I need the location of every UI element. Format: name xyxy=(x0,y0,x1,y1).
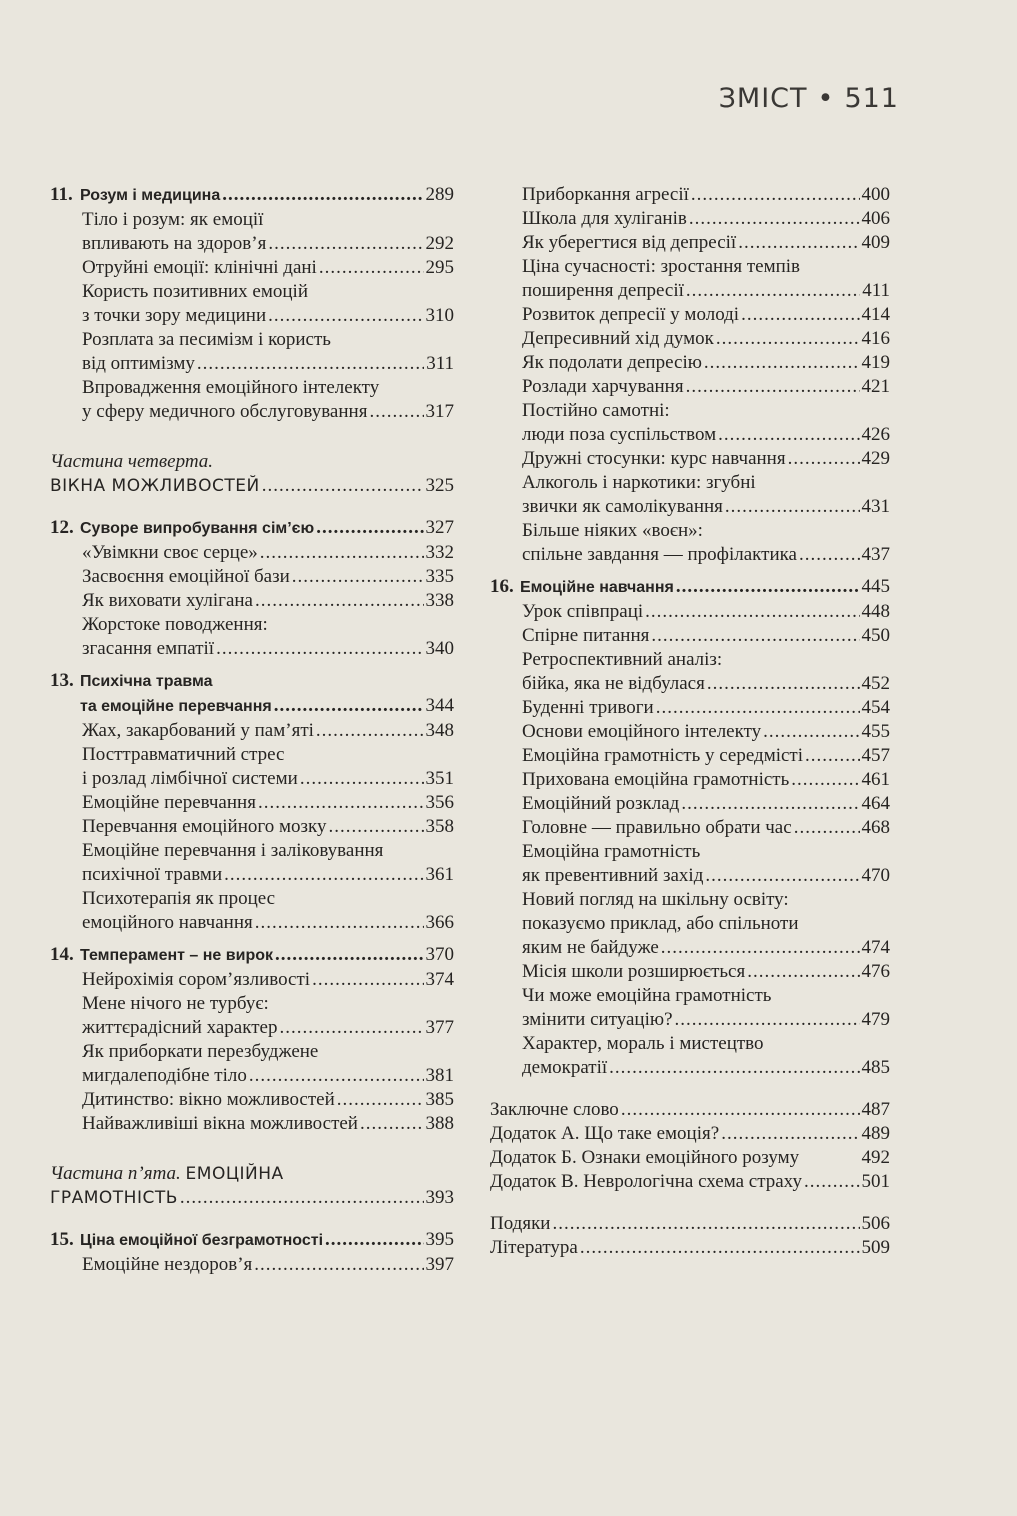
dot-leader xyxy=(686,279,860,303)
toc-entry-title: Розлади харчування xyxy=(522,376,684,397)
dot-leader xyxy=(691,183,860,207)
dot-leader xyxy=(718,423,859,447)
toc-entry xyxy=(50,1064,454,1088)
chapter-title: Емоційне навчання xyxy=(520,579,674,596)
toc-entry xyxy=(490,207,890,231)
dot-leader xyxy=(224,863,423,887)
toc-entry-title: Додаток Б. Ознаки емоційного розуму xyxy=(490,1147,800,1168)
dot-leader xyxy=(661,936,860,960)
chapter-number: 15. xyxy=(50,1229,74,1250)
toc-entry-page: 292 xyxy=(425,233,454,254)
toc-entry-line: Алкоголь і наркотики: згубні xyxy=(522,472,756,493)
toc-left-column xyxy=(50,183,454,1277)
toc-entry xyxy=(490,600,890,624)
toc-entry xyxy=(50,256,454,280)
toc-entry xyxy=(50,1016,454,1040)
spacer xyxy=(50,661,454,669)
toc-entry xyxy=(490,183,890,207)
chapter-page: 327 xyxy=(425,517,454,538)
toc-entry-page: 476 xyxy=(861,961,890,982)
toc-entry-title: Нейрохімія сором’язливості xyxy=(82,969,311,990)
toc-entry-page: 310 xyxy=(425,305,454,326)
chapter-title: Темперамент – не вирок xyxy=(80,947,273,964)
chapter-number: 16. xyxy=(490,576,514,597)
toc-entry-page: 351 xyxy=(425,768,454,789)
dot-leader xyxy=(763,720,859,744)
part-entry xyxy=(50,474,454,498)
toc-entry-page: 295 xyxy=(425,257,454,278)
chapter-page: 395 xyxy=(425,1229,454,1250)
toc-entry-page: 450 xyxy=(861,625,890,646)
toc-entry-title: як превентивний захід xyxy=(522,865,704,886)
chapter-title: Суворе випробування сім’єю xyxy=(80,520,315,537)
chapter-title: Психічна травма xyxy=(80,673,213,690)
part-label-text: Частина п’ята. xyxy=(50,1163,181,1184)
toc-entry-title: життєрадісний характер xyxy=(82,1017,278,1038)
toc-entry-page: 485 xyxy=(861,1057,890,1078)
toc-entry-title: бійка, яка не відбулася xyxy=(522,673,705,694)
chapter-entry xyxy=(50,183,454,208)
toc-entry-line: Чи може емоційна грамотність xyxy=(522,985,772,1006)
dot-leader xyxy=(292,565,424,589)
dot-leader xyxy=(621,1098,860,1122)
chapter-number: 12. xyxy=(50,517,74,538)
dot-leader xyxy=(689,207,860,231)
toc-entry-title: «Увімкни своє серце» xyxy=(82,542,258,563)
dot-leader xyxy=(268,304,423,328)
toc-entry xyxy=(50,637,454,661)
toc-entry-title: психічної травми xyxy=(82,864,223,885)
toc-entry-title: яким не байдуже xyxy=(522,937,659,958)
toc-entry-title: Як уберегтися від депресії xyxy=(522,232,737,253)
chapter-entry-cont xyxy=(50,694,454,719)
toc-entry-page: 461 xyxy=(861,769,890,790)
toc-entry-page: 429 xyxy=(861,448,890,469)
toc-entry-page: 338 xyxy=(425,590,454,611)
chapter-title: та емоційне перевчання xyxy=(80,698,272,715)
toc-entry-title: впливають на здоров’я xyxy=(82,233,267,254)
toc-entry-title: згасання емпатії xyxy=(82,638,215,659)
dot-leader xyxy=(794,816,860,840)
toc-entry-page: 348 xyxy=(425,720,454,741)
dot-leader xyxy=(316,719,424,743)
toc-entry-page: 501 xyxy=(861,1171,890,1192)
dot-leader xyxy=(300,767,424,791)
toc-entry xyxy=(490,375,890,399)
dot-leader xyxy=(805,744,859,768)
dot-leader xyxy=(725,495,860,519)
toc-entry-title: і розлад лімбічної системи xyxy=(82,768,298,789)
toc-entry-page: 411 xyxy=(862,280,890,301)
toc-entry-line: Як приборкати перезбуджене xyxy=(82,1041,319,1062)
toc-entry-page: 479 xyxy=(861,1009,890,1030)
toc-entry xyxy=(490,423,890,447)
toc-entry xyxy=(50,911,454,935)
toc-entry xyxy=(490,231,890,255)
toc-entry-line: Жорстоке поводження: xyxy=(82,614,268,635)
toc-entry xyxy=(490,1008,890,1032)
spacer xyxy=(50,498,454,516)
toc-entry-page: 356 xyxy=(425,792,454,813)
toc-entry-title: Основи емоційного інтелекту xyxy=(522,721,762,742)
toc-entry xyxy=(490,1236,890,1260)
toc-entry-line: Розплата за песимізм і користь xyxy=(82,329,331,350)
chapter-entry xyxy=(50,1228,454,1253)
toc-entry-title: Буденні тривоги xyxy=(522,697,654,718)
toc-entry-title: Емоційне нездоров’я xyxy=(82,1254,253,1275)
toc-entry-title: Найважливіші вікна можливостей xyxy=(82,1113,358,1134)
spacer xyxy=(50,1136,454,1162)
chapter-page: 289 xyxy=(425,184,454,205)
toc-entry-title: Урок співпраці xyxy=(522,601,644,622)
toc-entry-title: від оптимізму xyxy=(82,353,195,374)
toc-entry-title: люди поза суспільством xyxy=(522,424,717,445)
toc-entry-title: Спірне питання xyxy=(522,625,650,646)
dot-leader xyxy=(249,1064,424,1088)
dot-leader xyxy=(580,1236,860,1260)
spacer xyxy=(50,1210,454,1228)
toc-entry-title: поширення депресії xyxy=(522,280,684,301)
page-number: 511 xyxy=(844,83,899,114)
toc-entry-line: Тіло і розум: як емоції xyxy=(82,209,264,230)
spacer xyxy=(490,1194,890,1212)
toc-entry xyxy=(490,720,890,744)
toc-entry-page: 419 xyxy=(861,352,890,373)
toc-entry-title: Жах, закарбований у пам’яті xyxy=(82,720,314,741)
toc-entry xyxy=(490,672,890,696)
toc-entry xyxy=(50,1088,454,1112)
toc-entry-line: показуємо приклад, або спільноти xyxy=(522,913,799,934)
toc-entry-title: Додаток В. Неврологічна схема страху xyxy=(490,1171,802,1192)
toc-entry xyxy=(490,351,890,375)
toc-entry xyxy=(50,791,454,815)
toc-entry-line: Більше ніяких «воєн»: xyxy=(522,520,703,541)
dot-leader xyxy=(651,624,859,648)
toc-entry xyxy=(50,1253,454,1277)
toc-entry xyxy=(50,767,454,791)
part-label: Частина четверта. xyxy=(50,451,214,472)
toc-entry-line: Постійно самотні: xyxy=(522,400,670,421)
toc-entry-line: Новий погляд на шкільну освіту: xyxy=(522,889,789,910)
running-head-separator: • xyxy=(817,83,835,114)
dot-leader xyxy=(258,791,424,815)
toc-entry-line: Характер, мораль і мистецтво xyxy=(522,1033,764,1054)
toc-entry-line: Ретроспективний аналіз: xyxy=(522,649,723,670)
toc-entry-line: Емоційна грамотність xyxy=(522,841,701,862)
toc-entry xyxy=(490,543,890,567)
chapter-page: 445 xyxy=(861,576,890,597)
toc-entry-title: Отруйні емоції: клінічні дані xyxy=(82,257,317,278)
toc-entry xyxy=(490,768,890,792)
part-label xyxy=(50,1162,454,1186)
dot-leader xyxy=(721,1122,859,1146)
dot-leader xyxy=(738,231,859,255)
toc-entry-line: Емоційне перевчання і заліковування xyxy=(82,840,384,861)
toc-entry xyxy=(50,968,454,992)
spacer xyxy=(490,1080,890,1098)
toc-entry-title: Додаток А. Що таке емоція? xyxy=(490,1123,720,1144)
toc-entry-title: Прихована емоційна грамотність xyxy=(522,769,790,790)
toc-entry-page: 455 xyxy=(861,721,890,742)
dot-leader xyxy=(369,400,423,424)
dot-leader xyxy=(180,1186,424,1210)
dot-leader xyxy=(312,968,423,992)
chapter-number: 11. xyxy=(50,184,73,205)
toc-entry xyxy=(490,792,890,816)
part-page: 393 xyxy=(425,1187,454,1208)
toc-entry-page: 509 xyxy=(861,1237,890,1258)
dot-leader xyxy=(197,352,424,376)
toc-entry-title: Як виховати хулігана xyxy=(82,590,253,611)
toc-entry-title: Перевчання емоційного мозку xyxy=(82,816,327,837)
toc-entry xyxy=(490,696,890,720)
dot-leader xyxy=(319,256,424,280)
toc-entry-title: Місія школи розширюється xyxy=(522,961,746,982)
toc-entry-page: 406 xyxy=(861,208,890,229)
toc-entry-page: 358 xyxy=(425,816,454,837)
toc-entry xyxy=(490,864,890,888)
dot-leader xyxy=(260,541,424,565)
chapter-number: 14. xyxy=(50,944,74,965)
toc-entry-title: Заключне слово xyxy=(490,1099,619,1120)
toc-entry-page: 454 xyxy=(861,697,890,718)
dot-leader xyxy=(705,864,859,888)
running-head-title: ЗМІСТ xyxy=(718,83,808,114)
toc-entry-line: Психотерапія як процес xyxy=(82,888,276,909)
toc-entry xyxy=(490,303,890,327)
dot-leader xyxy=(254,1253,423,1277)
dot-leader xyxy=(609,1056,859,1080)
toc-entry xyxy=(490,327,890,351)
dot-leader xyxy=(255,911,424,935)
toc-entry-page: 457 xyxy=(861,745,890,766)
toc-entry-line: Користь позитивних емоцій xyxy=(82,281,308,302)
toc-entry-title: Депресивний хід думок xyxy=(522,328,714,349)
toc-entry xyxy=(490,1212,890,1236)
dot-leader xyxy=(275,943,424,967)
toc-entry-title: змінити ситуацію? xyxy=(522,1009,673,1030)
dot-leader xyxy=(704,351,860,375)
toc-entry-title: Засвоєння емоційної бази xyxy=(82,566,290,587)
dot-leader xyxy=(788,447,860,471)
dot-leader xyxy=(328,815,423,839)
toc-entry-page: 340 xyxy=(425,638,454,659)
toc-entry-title: Дружні стосунки: курс навчання xyxy=(522,448,786,469)
chapter-page: 344 xyxy=(425,695,454,716)
toc-entry xyxy=(490,1056,890,1080)
toc-entry-page: 431 xyxy=(861,496,890,517)
toc-entry-page: 489 xyxy=(861,1123,890,1144)
toc-entry xyxy=(50,565,454,589)
toc-entry xyxy=(490,1098,890,1122)
spacer xyxy=(50,424,454,450)
toc-entry xyxy=(50,541,454,565)
toc-entry xyxy=(50,815,454,839)
toc-entry-title: Головне — правильно обрати час xyxy=(522,817,792,838)
toc-entry-title: Розвиток депресії у молоді xyxy=(522,304,740,325)
dot-leader xyxy=(552,1212,859,1236)
toc-entry xyxy=(490,1146,890,1170)
toc-right-column xyxy=(490,183,890,1260)
part-entry xyxy=(50,1186,454,1210)
toc-entry-page: 385 xyxy=(425,1089,454,1110)
toc-entry-title: Емоційна грамотність у середмісті xyxy=(522,745,804,766)
part-title: ВІКНА МОЖЛИВОСТЕЙ xyxy=(50,476,260,496)
toc-entry xyxy=(50,863,454,887)
toc-entry xyxy=(490,744,890,768)
toc-entry xyxy=(490,936,890,960)
toc-entry-page: 381 xyxy=(425,1065,454,1086)
chapter-title: Ціна емоційної безграмотності xyxy=(80,1232,324,1249)
toc-entry xyxy=(50,352,454,376)
toc-entry-title: Подяки xyxy=(490,1213,551,1234)
toc-entry xyxy=(490,447,890,471)
toc-entry-page: 409 xyxy=(861,232,890,253)
chapter-page: 370 xyxy=(425,944,454,965)
dot-leader xyxy=(741,303,859,327)
toc-entry-title: з точки зору медицини xyxy=(82,305,267,326)
toc-entry xyxy=(490,1170,890,1194)
dot-leader xyxy=(686,375,860,399)
toc-entry xyxy=(50,589,454,613)
dot-leader xyxy=(279,1016,423,1040)
dot-leader xyxy=(747,960,859,984)
toc-entry-page: 448 xyxy=(861,601,890,622)
toc-entry xyxy=(50,719,454,743)
toc-entry-title: звички як самолікування xyxy=(522,496,723,517)
toc-entry-page: 335 xyxy=(425,566,454,587)
dot-leader xyxy=(681,792,859,816)
toc-entry-page: 388 xyxy=(425,1113,454,1134)
toc-entry xyxy=(50,304,454,328)
toc-entry xyxy=(490,624,890,648)
dot-leader xyxy=(274,694,424,718)
toc-entry-page: 470 xyxy=(861,865,890,886)
toc-entry-page: 374 xyxy=(425,969,454,990)
dot-leader xyxy=(268,232,423,256)
part-title: ГРАМОТНІСТЬ xyxy=(50,1188,178,1208)
dot-leader xyxy=(255,589,424,613)
toc-entry-page: 437 xyxy=(861,544,890,565)
toc-entry-page: 311 xyxy=(426,353,454,374)
dot-leader xyxy=(716,327,860,351)
dot-leader xyxy=(707,672,860,696)
toc-entry-page: 474 xyxy=(861,937,890,958)
dot-leader xyxy=(645,600,859,624)
toc-entry xyxy=(490,1122,890,1146)
toc-entry-title: Приборкання агресії xyxy=(522,184,689,205)
chapter-entry xyxy=(50,669,454,694)
toc-entry xyxy=(490,960,890,984)
chapter-title: Розум і медицина xyxy=(80,187,221,204)
toc-entry-page: 361 xyxy=(425,864,454,885)
toc-entry-page: 400 xyxy=(861,184,890,205)
toc-entry xyxy=(50,400,454,424)
dot-leader xyxy=(337,1088,424,1112)
dot-leader xyxy=(676,575,860,599)
toc-entry-title: Школа для хуліганів xyxy=(522,208,687,229)
toc-entry-page: 492 xyxy=(861,1147,890,1168)
toc-entry-page: 468 xyxy=(861,817,890,838)
dot-leader xyxy=(804,1170,860,1194)
toc-entry-title: Як подолати депресію xyxy=(522,352,702,373)
toc-entry-page: 366 xyxy=(425,912,454,933)
toc-entry-page: 452 xyxy=(861,673,890,694)
chapter-entry xyxy=(50,516,454,541)
toc-entry-page: 416 xyxy=(861,328,890,349)
toc-entry-title: Емоційний розклад xyxy=(522,793,680,814)
toc-entry-title: у сферу медичного обслуговування xyxy=(82,401,368,422)
toc-entry-title: Література xyxy=(490,1237,578,1258)
toc-entry-title: Дитинство: вікно можливостей xyxy=(82,1089,335,1110)
toc-entry-title: Емоційне перевчання xyxy=(82,792,256,813)
dot-leader xyxy=(316,516,423,540)
running-head xyxy=(719,83,899,114)
toc-entry-title: мигдалеподібне тіло xyxy=(82,1065,247,1086)
toc-entry xyxy=(50,1112,454,1136)
chapter-entry xyxy=(490,575,890,600)
toc-entry-line: Впровадження емоційного інтелекту xyxy=(82,377,380,398)
toc-entry xyxy=(490,495,890,519)
dot-leader xyxy=(325,1228,423,1252)
toc-entry-page: 506 xyxy=(861,1213,890,1234)
toc-entry-page: 332 xyxy=(425,542,454,563)
toc-entry-title: емоційного навчання xyxy=(82,912,253,933)
toc-entry xyxy=(50,232,454,256)
dot-leader xyxy=(216,637,423,661)
toc-entry-page: 421 xyxy=(861,376,890,397)
dot-leader xyxy=(360,1112,424,1136)
toc-entry-page: 414 xyxy=(861,304,890,325)
dot-leader xyxy=(799,543,860,567)
chapter-number: 13. xyxy=(50,670,74,691)
toc-entry xyxy=(490,279,890,303)
dot-leader xyxy=(675,1008,860,1032)
toc-entry-title: спільне завдання — профілактика xyxy=(522,544,797,565)
dot-leader xyxy=(656,696,860,720)
toc-entry-page: 377 xyxy=(425,1017,454,1038)
part-page: 325 xyxy=(425,475,454,496)
spacer xyxy=(50,935,454,943)
dot-leader xyxy=(222,183,423,207)
toc-entry-page: 397 xyxy=(425,1254,454,1275)
dot-leader xyxy=(791,768,859,792)
toc-entry-page: 487 xyxy=(861,1099,890,1120)
toc-entry-title: демократії xyxy=(522,1057,608,1078)
toc-entry-page: 426 xyxy=(861,424,890,445)
toc-entry-page: 464 xyxy=(861,793,890,814)
part-title: ЕМОЦІЙНА xyxy=(185,1164,284,1184)
chapter-entry xyxy=(50,943,454,968)
spacer xyxy=(490,567,890,575)
dot-leader xyxy=(262,474,424,498)
toc-entry-page: 317 xyxy=(425,401,454,422)
toc-entry xyxy=(490,816,890,840)
toc-entry-line: Посттравматичний стрес xyxy=(82,744,285,765)
toc-entry-line: Мене нічого не турбує: xyxy=(82,993,269,1014)
toc-entry-line: Ціна сучасності: зростання темпів xyxy=(522,256,801,277)
